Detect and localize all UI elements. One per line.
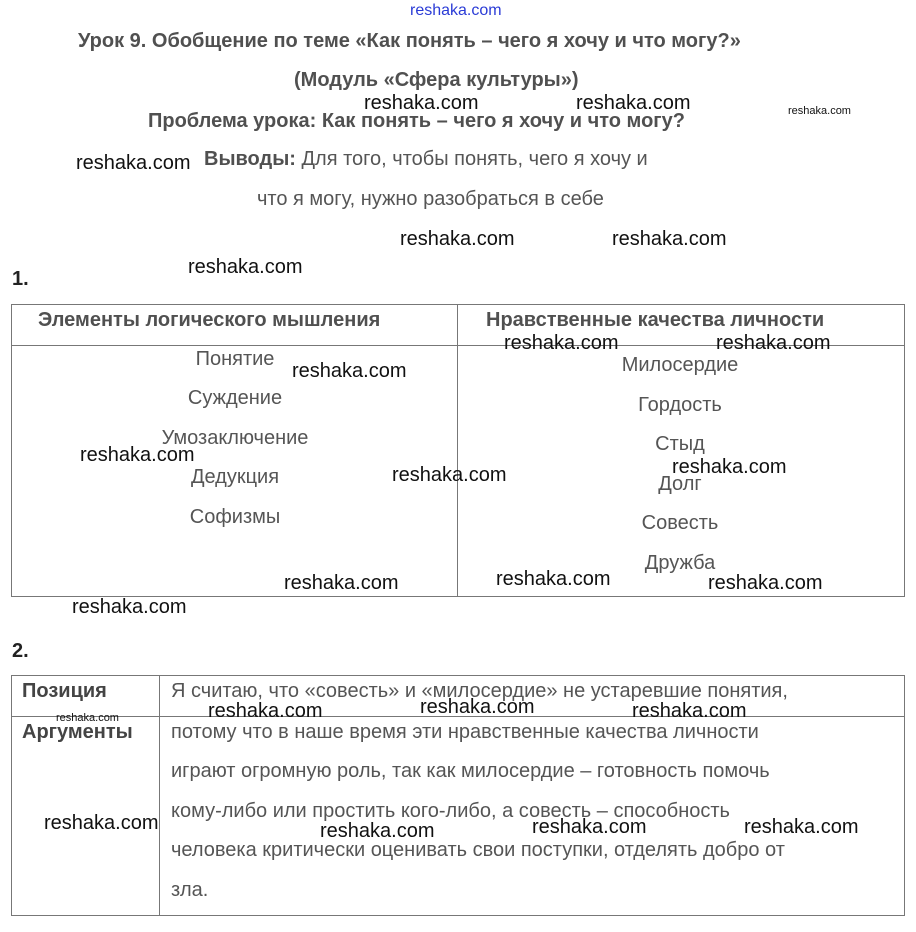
col-header-logic: Элементы логического мышления [38, 309, 381, 331]
col-header-moral: Нравственные качества личности [486, 309, 825, 331]
conclusions-text-1: Для того, чтобы понять, чего я хочу и [301, 148, 648, 170]
arguments-line: играют огромную роль, так как милосердие – готовность помочь [171, 760, 770, 782]
moral-item: Стыд [655, 433, 705, 455]
watermark: reshaka.com [188, 256, 303, 278]
arguments-line: зла. [171, 879, 209, 901]
logic-item: Суждение [187, 387, 283, 409]
watermark: reshaka.com [504, 332, 619, 354]
lesson-title: Урок 9. Обобщение по теме «Как понять – чего я хочу и что могу?» [78, 30, 741, 52]
logic-item: Умозаключение [161, 427, 309, 449]
task-1-number: 1. [12, 268, 29, 290]
arguments-line: человека критически оценивать свои поступки, отделять добро от [171, 839, 785, 861]
conclusions-line-1 [204, 148, 648, 171]
moral-item: Милосердие [621, 354, 739, 376]
arguments-line: потому что в наше время эти нравственные качества личности [171, 721, 759, 743]
logic-item: Софизмы [189, 506, 281, 528]
watermark: reshaka.com [56, 712, 119, 724]
moral-item: Дружба [644, 552, 716, 574]
module-subtitle: (Модуль «Сфера культуры») [294, 69, 579, 91]
watermark: reshaka.com [80, 444, 195, 466]
watermark: reshaka.com [716, 332, 831, 354]
watermark: reshaka.com [420, 696, 535, 718]
watermark: reshaka.com [576, 92, 691, 114]
lesson-problem: Проблема урока: Как понять – чего я хочу и что могу? [148, 110, 685, 132]
watermark: reshaka.com [744, 816, 859, 838]
watermark: reshaka.com [788, 105, 851, 117]
watermark: reshaka.com [672, 456, 787, 478]
watermark: reshaka.com [392, 464, 507, 486]
watermark: reshaka.com [208, 700, 323, 722]
position-label: Позиция [22, 680, 107, 702]
watermark: reshaka.com [364, 92, 479, 114]
moral-item: Гордость [638, 394, 722, 416]
watermark: reshaka.com [532, 816, 647, 838]
logic-item: Понятие [195, 348, 275, 370]
watermark: reshaka.com [496, 568, 611, 590]
task-2-number: 2. [12, 640, 29, 662]
watermark: reshaka.com [400, 228, 515, 250]
watermark-top: reshaka.com [410, 2, 502, 19]
moral-item: Совесть [641, 512, 719, 534]
watermark: reshaka.com [708, 572, 823, 594]
watermark: reshaka.com [612, 228, 727, 250]
conclusions-label: Выводы: [204, 148, 296, 170]
logic-item: Дедукция [190, 466, 280, 488]
conclusions-line-2: что я могу, нужно разобраться в себе [257, 188, 604, 210]
position-text: Я считаю, что «совесть» и «милосердие» не устаревшие понятия, [171, 680, 788, 702]
watermark: reshaka.com [632, 700, 747, 722]
moral-item: Долг [658, 473, 702, 495]
arguments-line: кому-либо или простить кого-либо, а совесть – способность [171, 800, 730, 822]
watermark: reshaka.com [72, 596, 187, 618]
arguments-label: Аргументы [22, 721, 133, 743]
watermark: reshaka.com [44, 812, 159, 834]
watermark: reshaka.com [76, 152, 191, 174]
watermark: reshaka.com [292, 360, 407, 382]
watermark: reshaka.com [284, 572, 399, 594]
watermark: reshaka.com [320, 820, 435, 842]
